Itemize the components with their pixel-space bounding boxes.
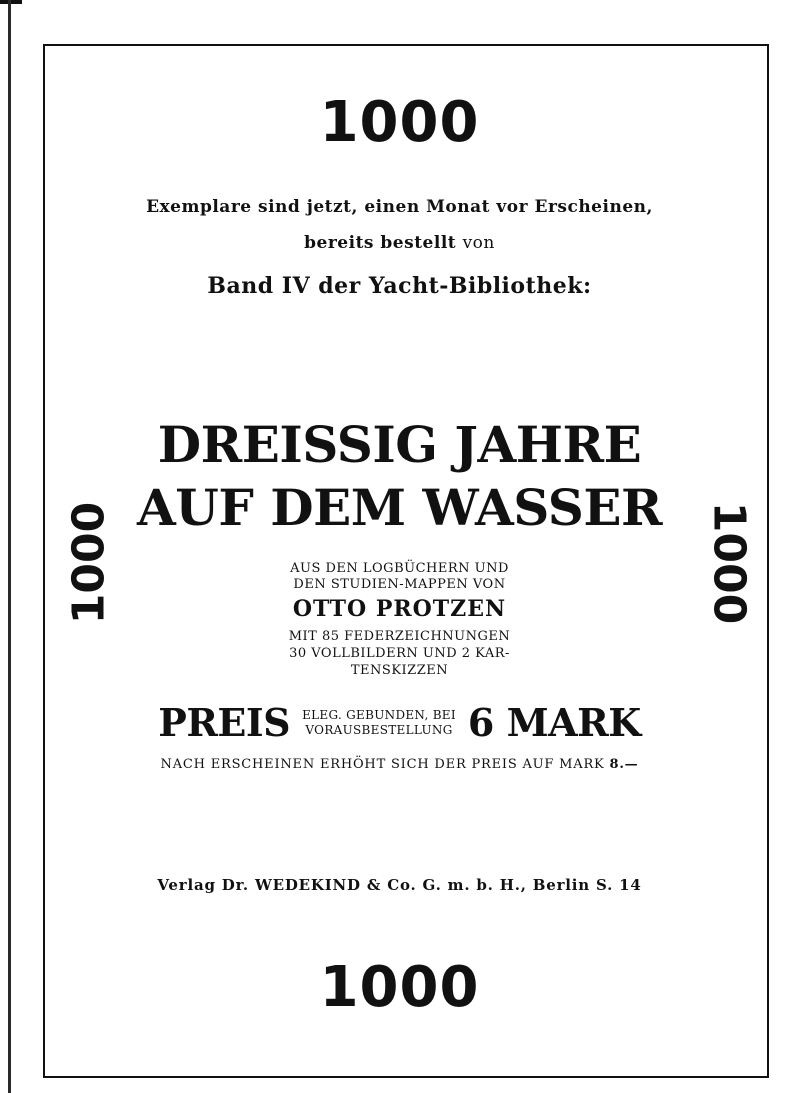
source-line-1: AUS DEN LOGBÜCHERN UND — [290, 561, 509, 576]
series-title: Band IV der Yacht-Bibliothek: — [207, 273, 592, 299]
side-number-left: 1000 — [63, 501, 115, 625]
side-number-right: 1000 — [703, 501, 755, 625]
book-title-line-2: AUF DEM WASSER — [136, 478, 663, 537]
price-detail-line-1: ELEG. GEBUNDEN, BEI — [302, 707, 456, 722]
bottom-number: 1000 — [319, 955, 480, 1020]
publisher-line: Verlag Dr. WEDEKIND & Co. G. m. b. H., Berlin S. 14 — [157, 876, 642, 894]
price-label: PREIS — [158, 700, 291, 745]
author-name: OTTO PROTZEN — [292, 596, 507, 622]
intro-line-2-bold: bereits bestellt — [304, 233, 457, 253]
top-number: 1000 — [319, 90, 480, 155]
price-note-text: NACH ERSCHEINEN ERHÖHT SICH DER PREIS AUF MARK — [160, 757, 605, 772]
price-note — [0, 757, 799, 772]
illustrations-line-2: 30 VOLLBILDERN UND 2 KAR- — [289, 646, 510, 661]
illustrations-line-1: MIT 85 FEDERZEICHNUNGEN — [288, 629, 511, 644]
price-detail-line-2: VORAUSBESTELLUNG — [305, 722, 453, 737]
price-amount: 6 MARK — [467, 700, 641, 745]
intro-line-2 — [0, 233, 799, 253]
price-row — [0, 700, 799, 745]
intro-line-2-light: von — [462, 233, 495, 253]
illustrations-line-3: TENSKIZZEN — [350, 663, 449, 678]
intro-line-1: Exemplare sind jetzt, einen Monat vor Erscheinen, — [146, 197, 653, 217]
corner-mark — [0, 0, 22, 4]
book-title-line-1: DREISSIG JAHRE — [157, 415, 642, 474]
page-edge — [8, 0, 11, 1093]
price-note-amount: 8.— — [609, 757, 639, 772]
price-detail — [302, 708, 456, 738]
source-line-2: DEN STUDIEN-MAPPEN VON — [293, 577, 506, 592]
